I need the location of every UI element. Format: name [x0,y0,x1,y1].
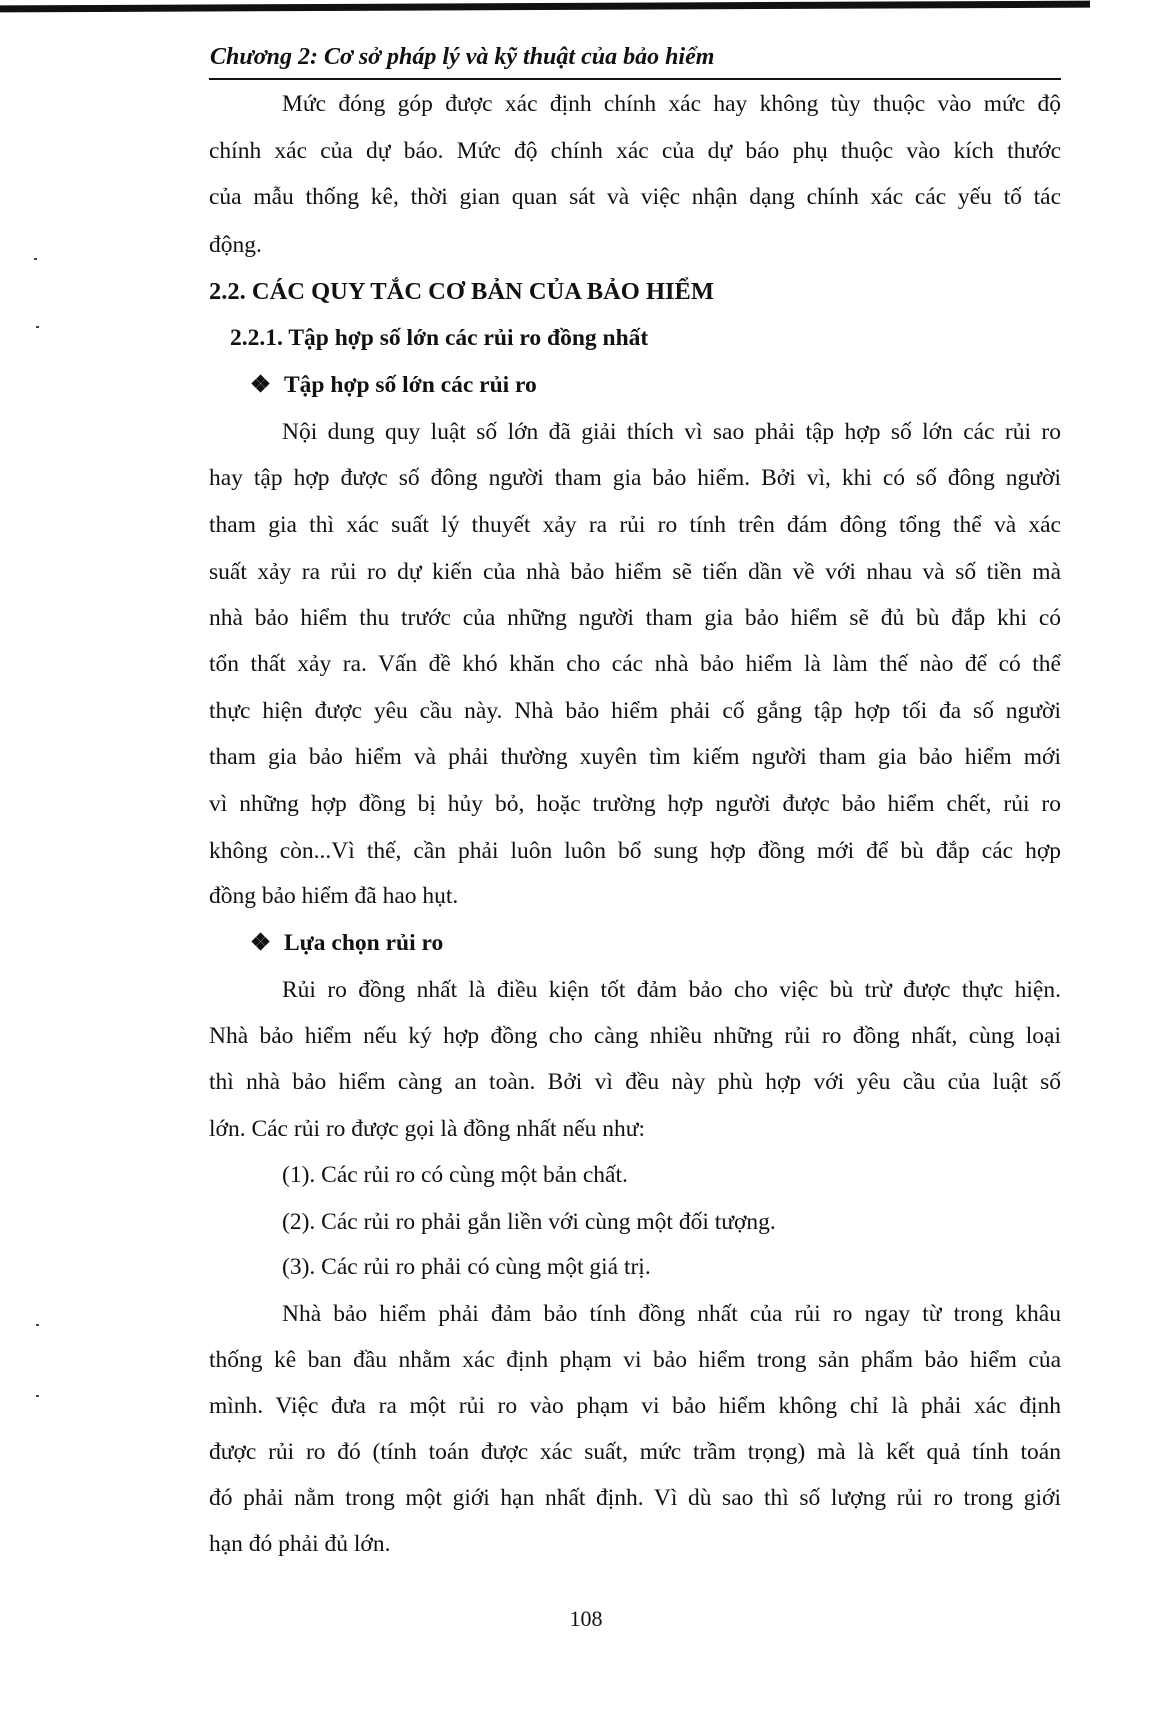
paragraph-line: thống kê ban đầu nhằm xác định phạm vi bảo hiểm trong sản phẩm bảo hiểm của [209,1347,1061,1373]
paragraph-line: vì những hợp đồng bị hủy bỏ, hoặc trường hợp người được bảo hiểm chết, rủi ro [209,791,1061,817]
paragraph-line: của mẫu thống kê, thời gian quan sát và việc nhận dạng chính xác các yếu tố tác [209,184,1061,210]
section-heading: 2.2. CÁC QUY TẮC CƠ BẢN CỦA BẢO HIỂM [209,278,715,305]
paragraph-line: mình. Việc đưa ra một rủi ro vào phạm vi bảo hiểm không chỉ là phải xác định [209,1393,1061,1419]
header-rule [209,78,1061,80]
list-item: (2). Các rủi ro phải gắn liền với cùng một đối tượng. [282,1209,776,1235]
bullet-heading [250,927,443,959]
scan-top-border [0,1,1090,13]
paragraph-line: đồng bảo hiểm đã hao hụt. [209,883,459,909]
diamond-bullet-icon: ❖ [250,372,272,398]
paragraph-line: thì nhà bảo hiểm càng an toàn. Bởi vì đều này phù hợp với yêu cầu của luật số [209,1069,1061,1095]
paragraph-line: hay tập hợp được số đông người tham gia bảo hiểm. Bởi vì, khi có số đông người [209,465,1061,491]
paragraph-line: lớn. Các rủi ro được gọi là đồng nhất nếu như: [209,1116,646,1142]
paragraph-line: tham gia thì xác suất lý thuyết xảy ra rủi ro tính trên đám đông tổng thể và xác [209,512,1061,538]
running-header: Chương 2: Cơ sở pháp lý và kỹ thuật của bảo hiểm [210,44,715,70]
scan-speck [36,1395,39,1397]
paragraph-line: hạn đó phải đủ lớn. [209,1531,391,1557]
scan-speck [36,326,39,328]
paragraph-line: tổn thất xảy ra. Vấn đề khó khăn cho các nhà bảo hiểm là làm thế nào để có thể [209,651,1061,677]
paragraph-line: suất xảy ra rủi ro dự kiến của nhà bảo hiểm sẽ tiến dần về với nhau và số tiền mà [209,559,1061,585]
paragraph-line: không còn...Vì thế, cần phải luôn luôn bổ sung hợp đồng mới để bù đắp các hợp [209,838,1061,864]
subsection-heading: 2.2.1. Tập hợp số lớn các rủi ro đồng nhất [230,325,649,351]
scan-speck [36,1324,39,1326]
paragraph-line: Mức đóng góp được xác định chính xác hay không tùy thuộc vào mức độ [282,91,1061,117]
list-item: (1). Các rủi ro có cùng một bản chất. [282,1162,628,1188]
paragraph-line: chính xác của dự báo. Mức độ chính xác của dự báo phụ thuộc vào kích thước [209,138,1061,164]
paragraph-line: thực hiện được yêu cầu này. Nhà bảo hiểm phải cố gắng tập hợp tối đa số người [209,698,1061,724]
paragraph-line: tham gia bảo hiểm và phải thường xuyên tìm kiếm người tham gia bảo hiểm mới [209,744,1061,770]
paragraph-line: Rủi ro đồng nhất là điều kiện tốt đảm bảo cho việc bù trừ được thực hiện. [282,977,1061,1003]
bullet-heading-text: Lựa chọn rủi ro [284,930,444,956]
page-number: 108 [569,1606,603,1631]
scan-speck [34,258,37,260]
paragraph-line: đó phải nằm trong một giới hạn nhất định. Vì dù sao thì số lượng rủi ro trong giới [209,1485,1061,1511]
paragraph-line: Nhà bảo hiểm nếu ký hợp đồng cho càng nhiều những rủi ro đồng nhất, cùng loại [209,1023,1061,1049]
list-item: (3). Các rủi ro phải có cùng một giá trị. [282,1254,651,1280]
paragraph-line: động. [209,232,262,258]
paragraph-line: nhà bảo hiểm thu trước của những người tham gia bảo hiểm sẽ đủ bù đắp khi có [209,605,1061,631]
paragraph-line: Nhà bảo hiểm phải đảm bảo tính đồng nhất của rủi ro ngay từ trong khâu [282,1301,1061,1327]
paragraph-line: Nội dung quy luật số lớn đã giải thích vì sao phải tập hợp số lớn các rủi ro [282,419,1061,445]
paragraph-line: được rủi ro đó (tính toán được xác suất, mức trầm trọng) mà là kết quả tính toán [209,1439,1061,1465]
bullet-heading [250,369,537,401]
diamond-bullet-icon: ❖ [250,930,272,956]
bullet-heading-text: Tập hợp số lớn các rủi ro [284,372,537,398]
